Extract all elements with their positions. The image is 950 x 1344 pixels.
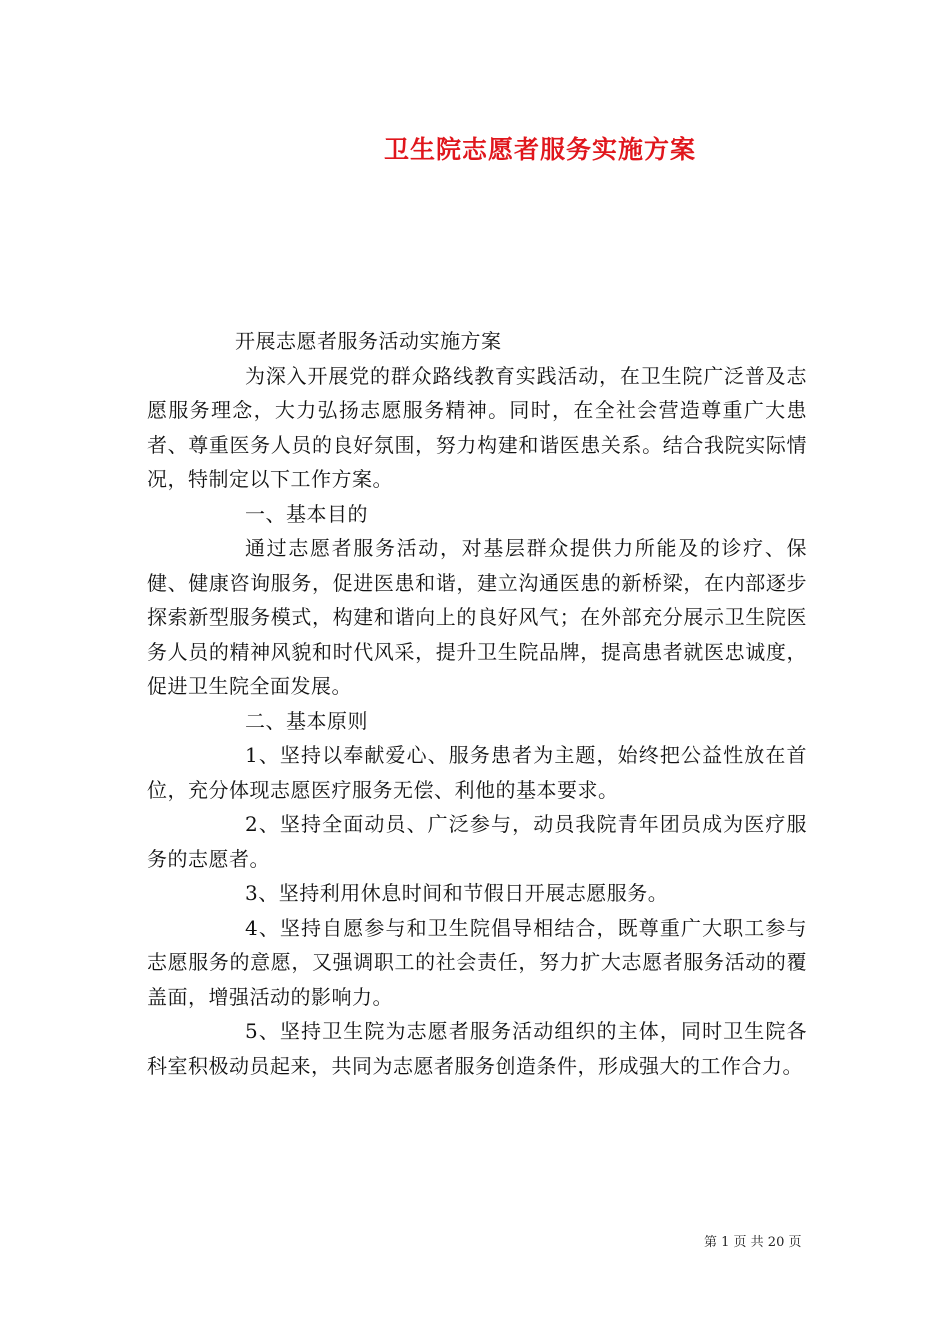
- document-body: [147, 324, 807, 1083]
- paragraph-principle-5: 5、坚持卫生院为志愿者服务活动组织的主体，同时卫生院各科室积极动员起来，共同为志愿者服务创造条件，形成强大的工作合力。: [147, 1019, 807, 1078]
- paragraph-principle-2: 2、坚持全面动员、广泛参与，动员我院青年团员成为医疗服务的志愿者。: [147, 812, 807, 871]
- paragraph-intro: 为深入开展党的群众路线教育实践活动，在卫生院广泛普及志愿服务理念，大力弘扬志愿服务精神。同时，在全社会营造尊重广大患者、尊重医务人员的良好氛围，努力构建和谐医患关系。结合我院实际情况，特制定以下工作方案。: [147, 363, 807, 491]
- paragraph-principle-1: 1、坚持以奉献爱心、服务患者为主题，始终把公益性放在首位，充分体现志愿医疗服务无偿、利他的基本要求。: [147, 743, 807, 802]
- paragraph-principle-4: 4、坚持自愿参与和卫生院倡导相结合，既尊重广大职工参与志愿服务的意愿，又强调职工的社会责任，努力扩大志愿者服务活动的覆盖面，增强活动的影响力。: [147, 915, 807, 1009]
- section-heading-principles: 二、基本原则: [245, 708, 368, 733]
- document-subtitle: 开展志愿者服务活动实施方案: [235, 329, 502, 353]
- section-heading-purpose: 一、基本目的: [245, 501, 368, 526]
- paragraph-purpose: 通过志愿者服务活动，对基层群众提供力所能及的诊疗、保健、健康咨询服务，促进医患和谐，建立沟通医患的新桥梁，在内部逐步探索新型服务模式，构建和谐向上的良好风气；在外部充分展示卫生院医务人员的精神风貌和时代风采，提升卫生院品牌，提高患者就医忠诚度，促进卫生院全面发展。: [147, 536, 807, 698]
- page-number-footer: 第 1 页 共 20 页: [704, 1235, 802, 1250]
- document-title: 卫生院志愿者服务实施方案: [383, 135, 696, 164]
- paragraph-principle-3: 3、坚持利用休息时间和节假日开展志愿服务。: [245, 881, 669, 905]
